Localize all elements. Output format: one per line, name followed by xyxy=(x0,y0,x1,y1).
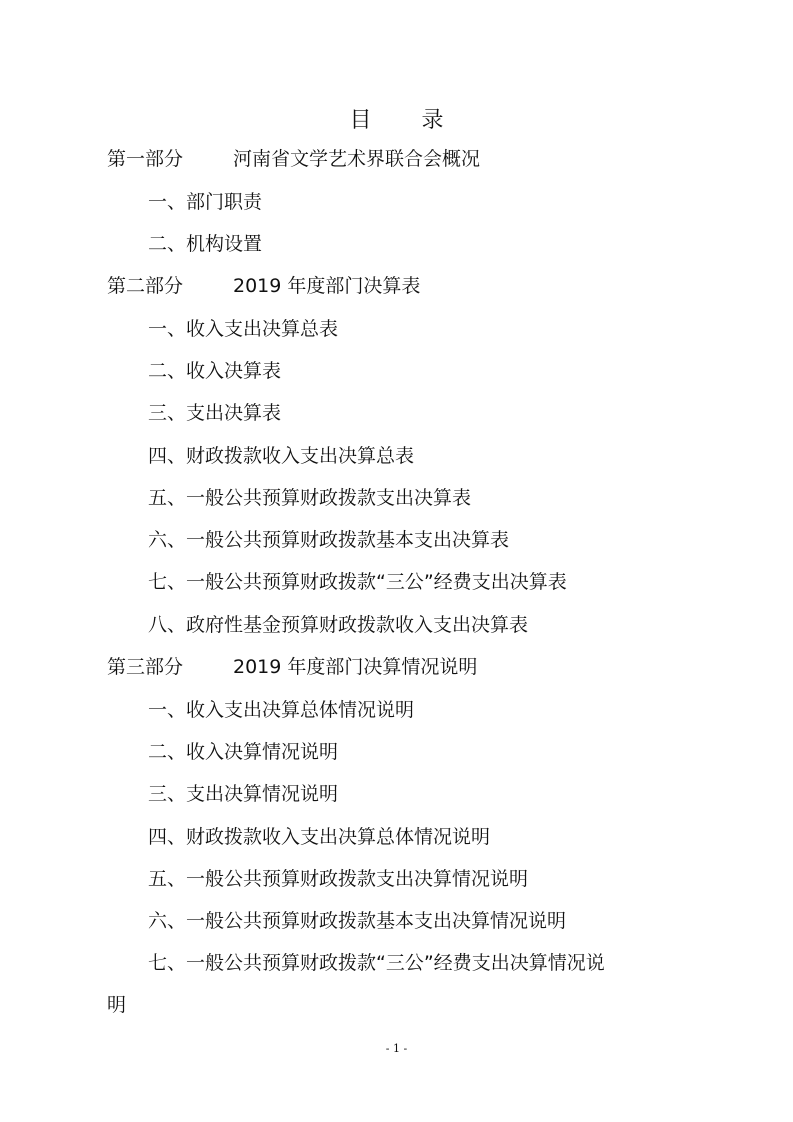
toc-item: 二、机构设置 xyxy=(148,233,263,255)
toc-item: 三、支出决算表 xyxy=(148,402,282,424)
toc-item: 五、一般公共预算财政拨款支出决算情况说明 xyxy=(148,868,529,890)
toc-item: 一、收入支出决算总表 xyxy=(148,318,339,340)
toc-item: 三、支出决算情况说明 xyxy=(148,783,339,805)
toc-item: 七、一般公共预算财政拨款“三公”经费支出决算情况说 xyxy=(148,952,605,974)
toc-part-title: 2019 年度部门决算表 xyxy=(233,275,421,297)
toc-part-1 xyxy=(107,144,480,174)
toc-part-number: 第三部分 xyxy=(107,656,184,678)
toc-item-continuation: 明 xyxy=(107,994,127,1016)
page-title-char-2: 录 xyxy=(421,107,444,133)
toc-item: 四、财政拨款收入支出决算总体情况说明 xyxy=(148,826,491,848)
toc-item: 七、一般公共预算财政拨款“三公”经费支出决算表 xyxy=(148,571,567,593)
toc-item: 四、财政拨款收入支出决算总表 xyxy=(148,445,415,467)
toc-item: 二、收入决算情况说明 xyxy=(148,741,339,763)
toc-item: 六、一般公共预算财政拨款基本支出决算情况说明 xyxy=(148,910,567,932)
toc-part-title: 河南省文学艺术界联合会概况 xyxy=(233,148,481,170)
toc-item: 二、收入决算表 xyxy=(148,360,282,382)
toc-part-3 xyxy=(107,652,477,682)
page-number: - 1 - xyxy=(385,1042,408,1055)
toc-part-number: 第二部分 xyxy=(107,275,184,297)
toc-item: 八、政府性基金预算财政拨款收入支出决算表 xyxy=(148,614,529,636)
toc-item: 五、一般公共预算财政拨款支出决算表 xyxy=(148,487,472,509)
page-title-char-1: 目 xyxy=(349,107,372,133)
toc-item: 一、部门职责 xyxy=(148,191,263,213)
toc-part-2 xyxy=(107,271,420,301)
toc-item: 一、收入支出决算总体情况说明 xyxy=(148,699,415,721)
toc-part-title: 2019 年度部门决算情况说明 xyxy=(233,656,478,678)
toc-item: 六、一般公共预算财政拨款基本支出决算表 xyxy=(148,529,510,551)
toc-part-number: 第一部分 xyxy=(107,148,184,170)
